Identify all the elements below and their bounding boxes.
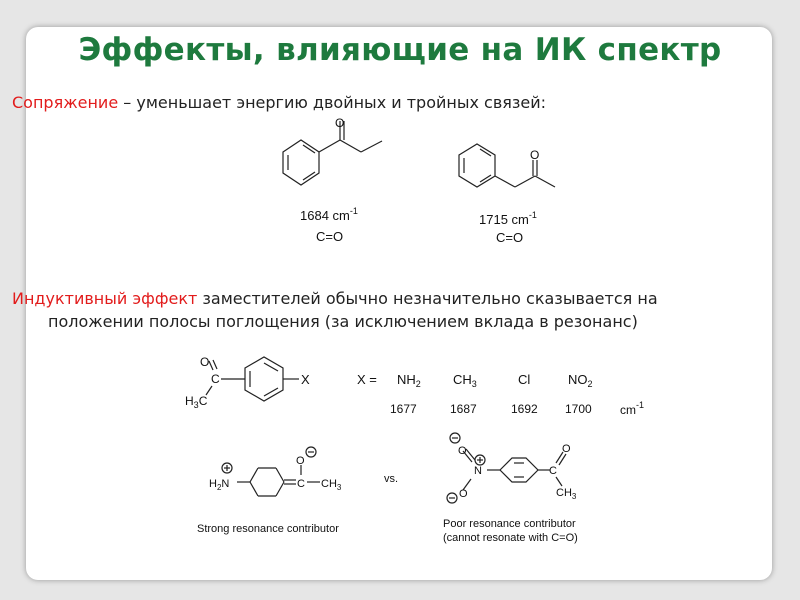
substituent-ch3: $CH_3$ <box>453 372 477 389</box>
inductive-text-line2: положении полосы поглощения (за исключением вклада в резонанс) <box>48 312 638 331</box>
frequency-value-2: 1687 <box>450 402 477 416</box>
acetophenone-h3c-label: $H_3C$ <box>185 394 208 410</box>
versus-label: vs. <box>384 473 399 485</box>
ketone1-oxygen-label: O <box>335 116 345 130</box>
acetophenone-oxygen-label: O <box>200 355 210 369</box>
poor-contributor-caption-2: (cannot resonate with C=O) <box>443 532 578 544</box>
ketone2-frequency: 1715 $cm^{-1}$ <box>479 210 537 227</box>
ketone2-bond: C=O <box>496 230 524 245</box>
ketone1-bond: C=O <box>316 229 344 244</box>
conjugation-text: – уменьшает энергию двойных и тройных связей: <box>118 93 547 112</box>
ketone1-frequency: 1684 $cm^{-1}$ <box>300 206 358 223</box>
poor-oxygen-bottom: O <box>459 488 468 500</box>
frequency-unit: $cm^{-1}$ <box>620 400 645 417</box>
strong-h2n-label: $H_2N$ <box>209 478 230 492</box>
poor-ch3-label: $CH_3$ <box>556 487 577 501</box>
page-title: Эффекты, влияющие на ИК спектр <box>78 32 722 68</box>
strong-contributor-structure <box>237 465 320 496</box>
poor-nitrogen-label: N <box>474 465 482 477</box>
poor-contributor-caption-1: Poor resonance contributor <box>443 518 576 530</box>
poor-oxygen-top: O <box>458 445 467 457</box>
strong-contributor-caption: Strong resonance contributor <box>197 523 339 535</box>
acetophenone-x-label: X <box>301 372 310 387</box>
poor-carbonyl-oxygen: O <box>562 443 571 455</box>
acetophenone-structure <box>206 357 299 401</box>
substituent-nh2: $NH_2$ <box>397 372 421 389</box>
ketone2-structure <box>459 144 555 187</box>
poor-carbon-label: C <box>549 465 557 477</box>
strong-oxygen-label: O <box>296 455 305 467</box>
strong-carbon-label: C <box>297 478 305 490</box>
substituent-no2: $NO_2$ <box>568 372 593 389</box>
x-equals-label: X = <box>357 372 377 387</box>
inductive-term: Индуктивный эффект <box>12 289 198 308</box>
frequency-value-1: 1677 <box>390 402 417 416</box>
ketone2-oxygen-label: O <box>530 148 540 162</box>
acetophenone-carbon-label: C <box>211 372 220 386</box>
frequency-value-4: 1700 <box>565 402 592 416</box>
substituent-cl: Cl <box>518 372 531 387</box>
strong-ch3-label: $CH_3$ <box>321 478 342 492</box>
conjugation-term: Сопряжение <box>12 93 119 112</box>
inductive-text: заместителей обычно незначительно сказывается на <box>197 289 658 308</box>
ketone1-structure <box>283 121 382 185</box>
frequency-value-3: 1692 <box>511 402 538 416</box>
